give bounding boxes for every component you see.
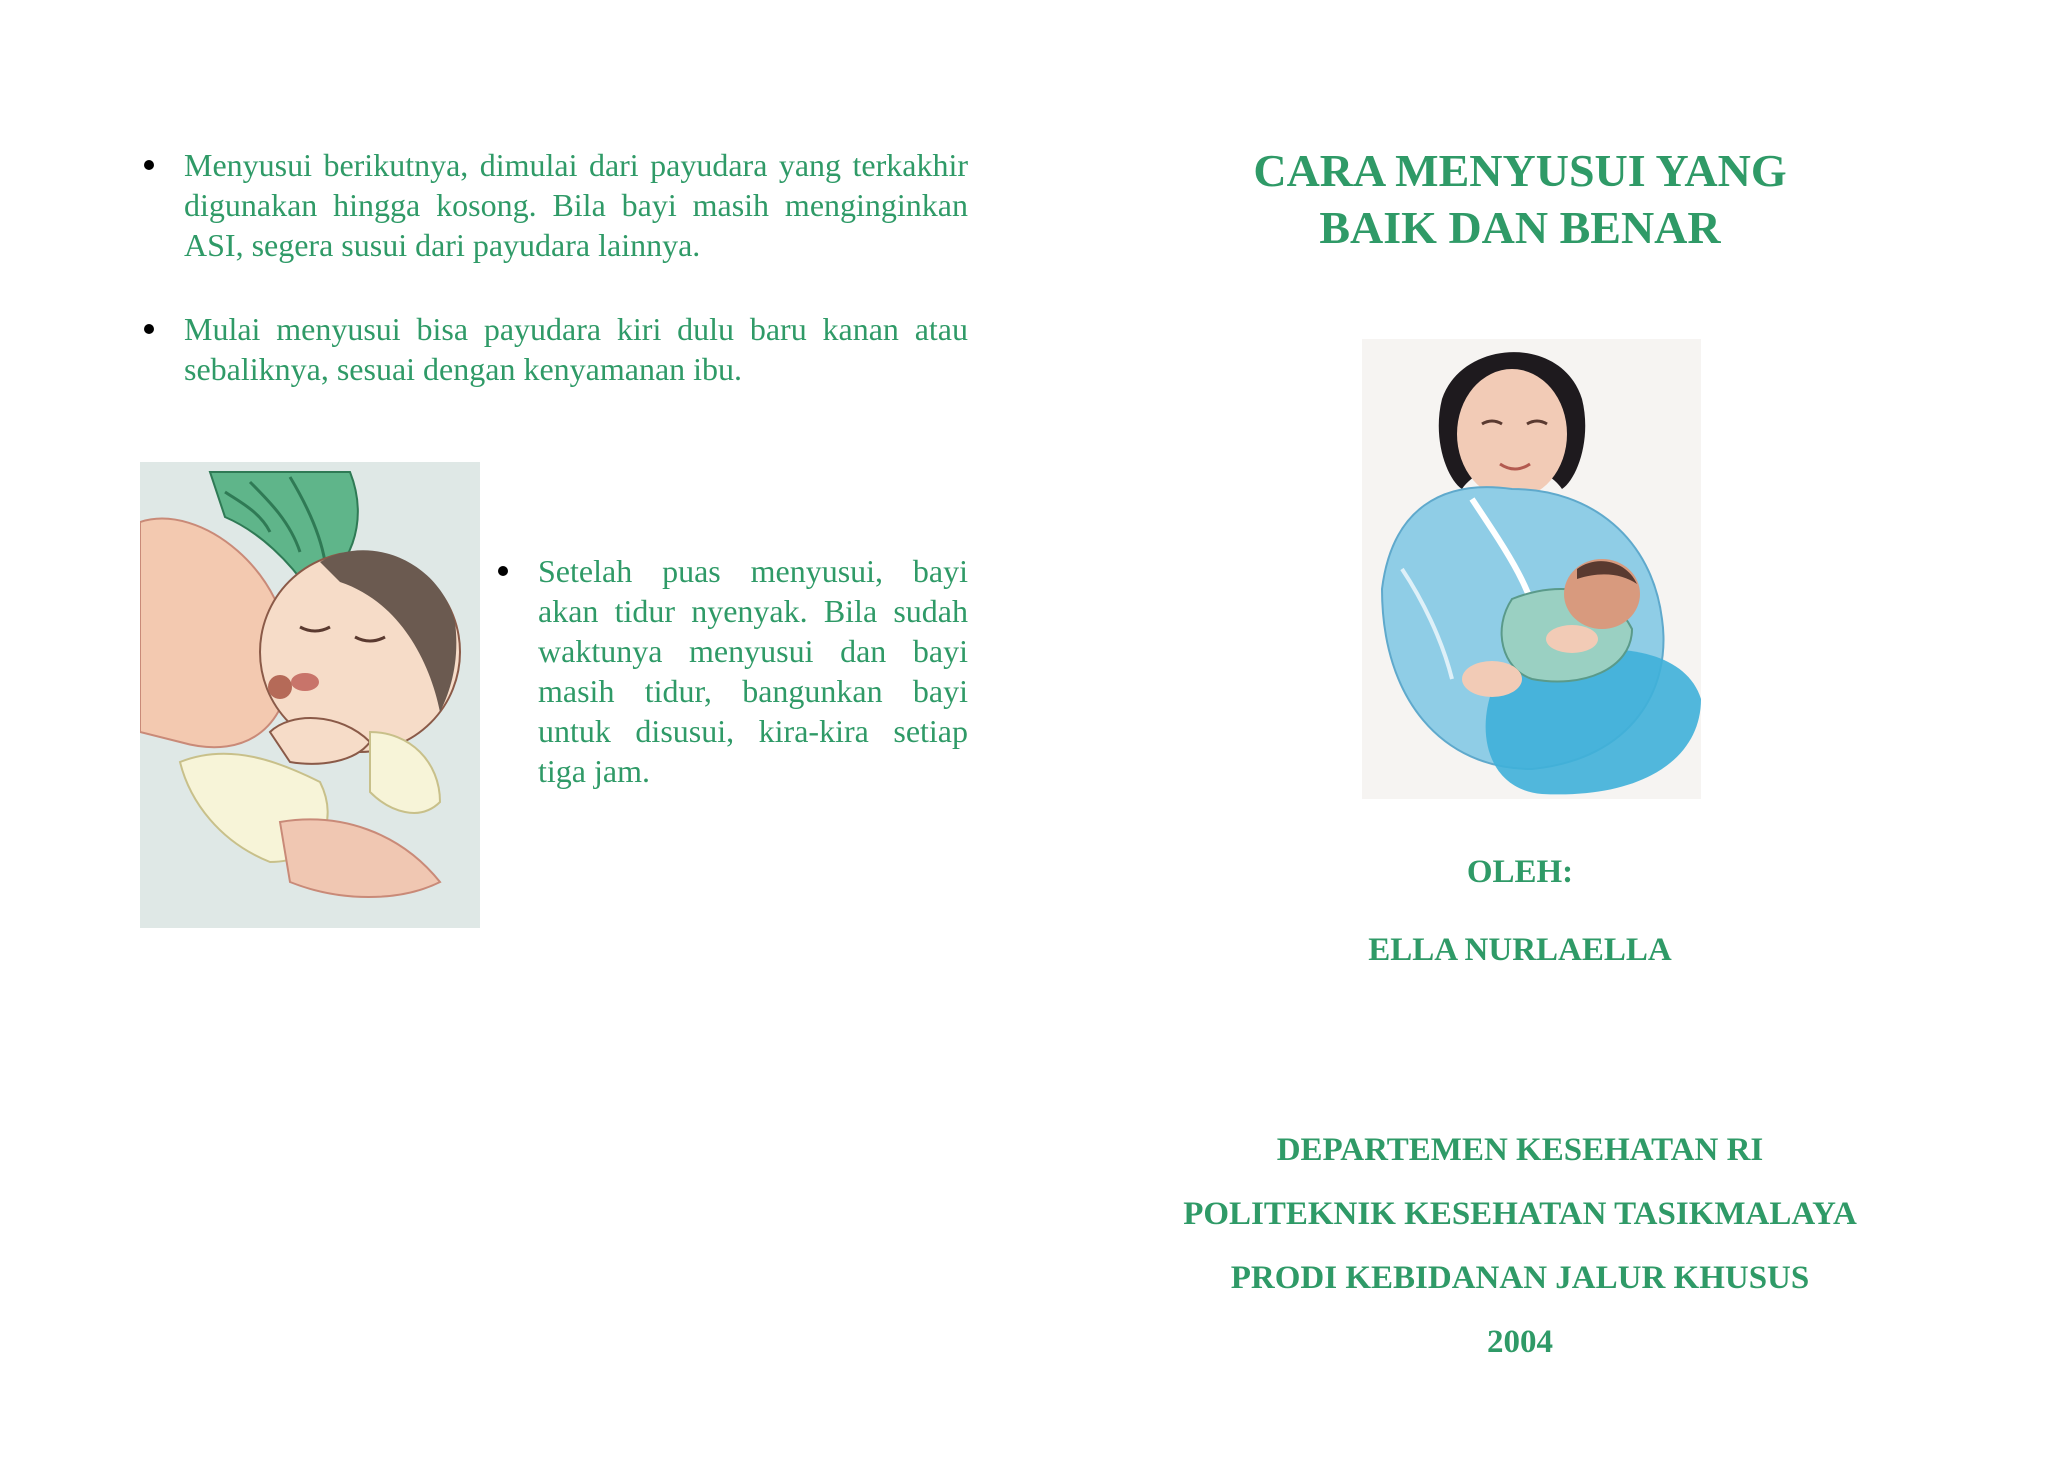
title-line-2: BAIK DAN BENAR — [1319, 202, 1721, 253]
department-name: DEPARTEMEN KESEHATAN RI — [1276, 1132, 1764, 1168]
program-name: PRODI KEBIDANAN JALUR KHUSUS — [1230, 1260, 1810, 1296]
leaflet-title — [1130, 142, 1910, 256]
breastfeeding-baby-illustration — [140, 462, 480, 928]
bullet-next-feeding: Menyusui berikutnya, dimulai dari payudara yang terkakhir digunakan hingga kosong. Bila bayi masih menginginkan ASI, segera susui dari payudara lainnya. — [184, 147, 968, 263]
bullet-start-side: Mulai menyusui bisa payudara kiri dulu baru kanan atau sebaliknya, sesuai dengan kenyamanan ibu. — [184, 311, 968, 387]
author-name: ELLA NURLAELLA — [1368, 932, 1672, 968]
bullet-after-feeding: Setelah puas menyusui, bayi akan tidur nyenyak. Bila sudah waktunya menyusui dan bayi masih tidur, bangunkan bayi untuk disusui, kira-kira setiap tiga jam. — [538, 553, 968, 789]
institution-name: POLITEKNIK KESEHATAN TASIKMALAYA — [1183, 1196, 1857, 1232]
publication-year: 2004 — [1487, 1324, 1553, 1360]
by-label: OLEH: — [1466, 854, 1574, 890]
mother-holding-baby-illustration — [1362, 339, 1701, 799]
title-line-1: CARA MENYUSUI YANG — [1253, 145, 1787, 196]
